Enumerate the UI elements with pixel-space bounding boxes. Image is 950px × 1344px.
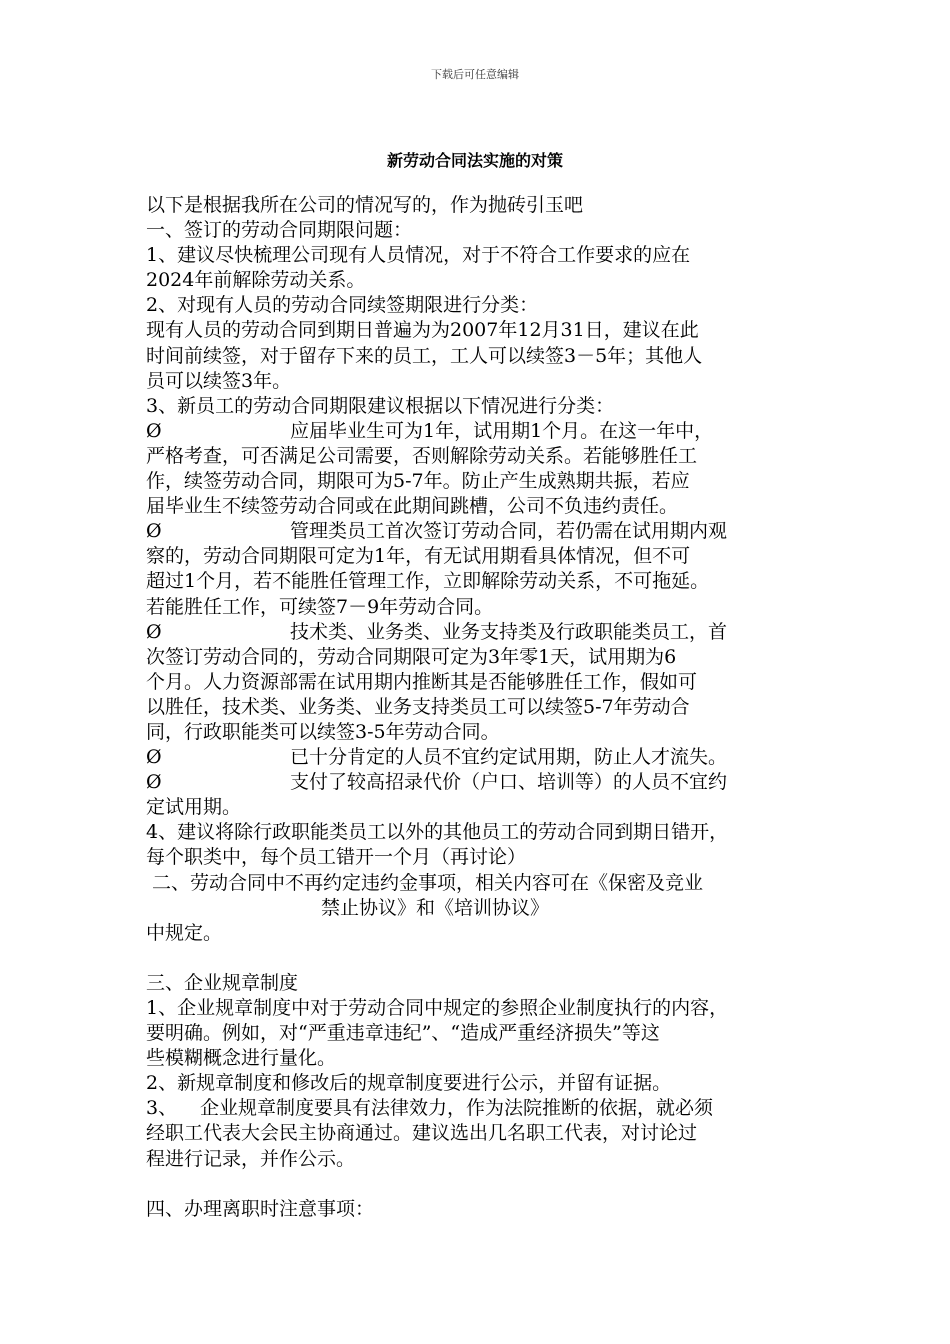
section-heading-1: 一、签订的劳动合同期限问题： [146,219,413,242]
paragraph-line: 中规定。 [146,921,223,944]
blank-line [146,1172,816,1197]
paragraph-line: 时间前续签，对于留存下来的员工，工人可以续签3－5年；其他人 [146,344,703,367]
paragraph-line: 4、建议将除行政职能类员工以外的其他员工的劳动合同到期日错开， [146,821,729,844]
bullet-text: 管理类员工首次签订劳动合同，若仍需在试用期内观 [290,520,728,543]
section-heading-3: 三、企业规章制度 [146,971,299,994]
bullet-item [146,620,816,645]
paragraph-line: 严格考查，可否满足公司需要，否则解除劳动关系。若能够胜任工 [146,444,698,467]
paragraph-line: 次签订劳动合同的，劳动合同期限可定为3年零1天，试用期为6 [146,645,677,668]
paragraph-line: 2、对现有人员的劳动合同续签期限进行分类： [146,294,539,317]
bullet-item [146,745,816,770]
paragraph-line: 以胜任，技术类、业务类、业务支持类员工可以续签5-7年劳动合 [146,695,690,718]
paragraph-line: 1、企业规章制度中对于劳动合同中规定的参照企业制度执行的内容， [146,997,729,1019]
paragraph-line: 察的，劳动合同期限可定为1年，有无试用期看具体情况，但不可 [146,545,691,568]
paragraph-line: 若能胜任工作，可续签7－9年劳动合同。 [146,595,494,618]
section-heading-2: 二、劳动合同中不再约定违约金事项，相关内容可在《保密及竞业 [152,871,704,894]
bullet-mark: Ø [146,520,162,543]
paragraph-line: 些模糊概念进行量化。 [146,1047,337,1070]
document-body [146,193,816,1222]
document-title: 新劳动合同法实施的对策 [386,151,563,170]
paragraph-line: 经职工代表大会民主协商通过。建议选出几名职工代表，对讨论过 [146,1122,698,1145]
paragraph-line: 定试用期。 [146,796,242,819]
item-text: 企业规章制度要具有法律效力，作为法院推断的依据，就必须 [200,1097,714,1120]
bullet-text: 支付了较高招录代价（户口、培训等）的人员不宜约 [290,771,728,794]
numbered-item [146,1096,816,1121]
section-heading-4: 四、办理离职时注意事项： [146,1197,375,1220]
paragraph-line: 3、新员工的劳动合同期限建议根据以下情况进行分类： [146,394,615,417]
paragraph-line: 2、新规章制度和修改后的规章制度要进行公示，并留有证据。 [146,1072,672,1095]
bullet-item [146,770,816,795]
bullet-text: 已十分肯定的人员不宜约定试用期，防止人才流失。 [290,746,728,769]
item-number: 3、 [146,1097,178,1120]
bullet-text: 技术类、业务类、业务支持类及行政职能类员工，首 [290,620,728,643]
paragraph-line: 每个职类中，每个员工错开一个月（再讨论） [146,846,527,869]
paragraph-line: 超过1个月，若不能胜任管理工作，立即解除劳动关系，不可拖延。 [146,570,710,593]
bullet-mark: Ø [146,746,162,769]
paragraph-line: 程进行记录，并作公示。 [146,1147,356,1170]
paragraph-line: 1、建议尽快梳理公司现有人员情况，对于不符合工作要求的应在 [146,244,691,267]
paragraph-line: 作，续签劳动合同，期限可为5-7年。防止产生成熟期共振，若应 [146,470,690,493]
bullet-item [146,419,816,444]
bullet-mark: Ø [146,771,162,794]
bullet-mark: Ø [146,620,162,643]
bullet-text: 应届毕业生可为1年，试用期1个月。在这一年中， [290,419,714,442]
paragraph-line: 届毕业生不续签劳动合同或在此期间跳槽，公司不负违约责任。 [146,495,679,518]
paragraph-line: 禁止协议》和《培训协议》 [321,896,550,919]
paragraph-line: 现有人员的劳动合同到期日普遍为为2007年12月31日，建议在此 [146,319,699,342]
paragraph-line: 同，行政职能类可以续签3-5年劳动合同。 [146,720,500,743]
bullet-item [146,519,816,544]
blank-line [146,946,816,971]
paragraph-line: 要明确。例如，对“严重违章违纪”、“造成严重经济损失”等这 [146,1022,660,1045]
bullet-mark: Ø [146,419,162,442]
page-header: 下载后可任意编辑 [431,68,519,81]
paragraph-line: 个月。人力资源部需在试用期内推断其是否能够胜任工作，假如可 [146,670,698,693]
intro-line: 以下是根据我所在公司的情况写的，作为抛砖引玉吧 [146,194,584,216]
paragraph-line: 员可以续签3年。 [146,369,292,392]
paragraph-line: 2024年前解除劳动关系。 [146,269,366,292]
